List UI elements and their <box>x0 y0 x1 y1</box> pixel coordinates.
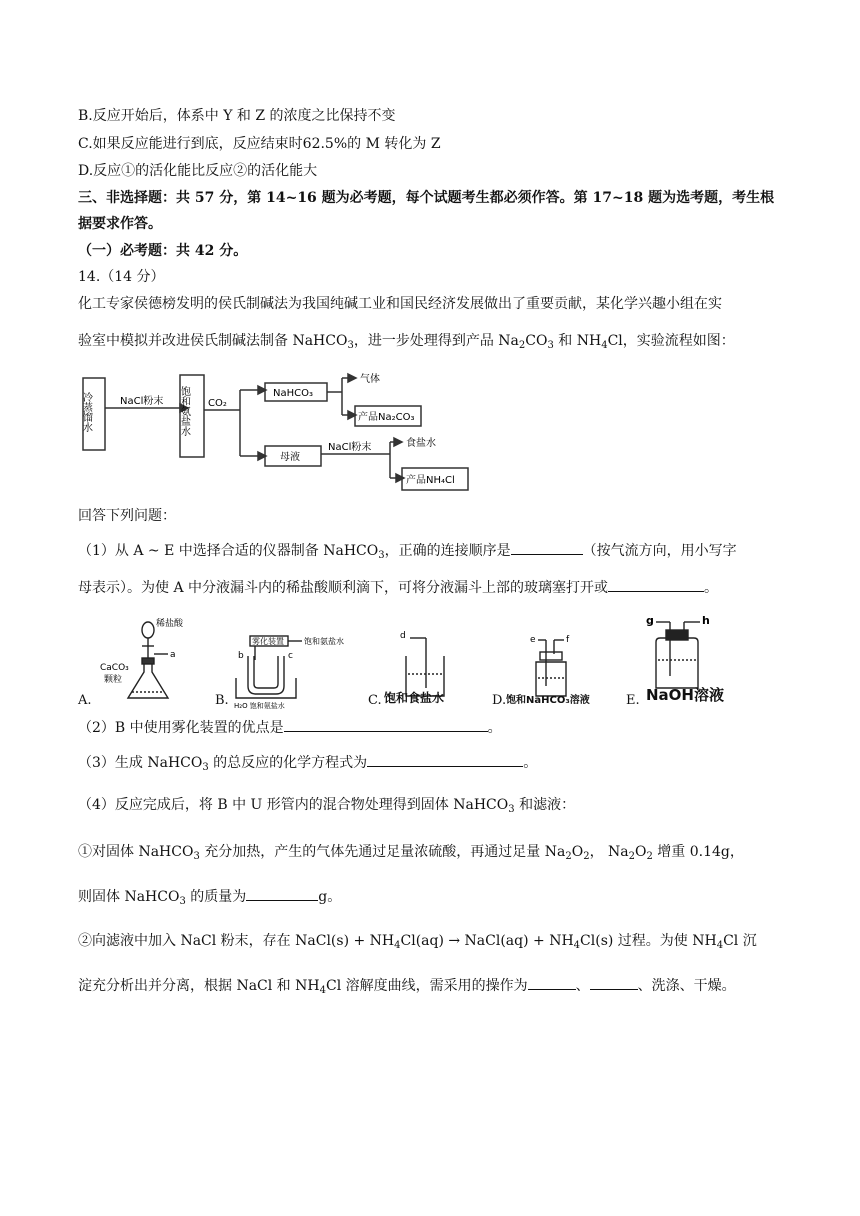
flow-text-box2: 饱和氨盐水 <box>178 386 190 436</box>
apparatus-e-label: E. <box>626 693 640 708</box>
part4-intro: （4）反应完成后，将 B 中 U 形管内的混合物处理得到固体 NaHCO$_3$ 和滤液： <box>78 797 576 815</box>
process-flow-diagram <box>80 370 480 500</box>
apparatus-d-caption: 饱和NaHCO₃溶液 <box>506 695 590 706</box>
part2: （2）B 中使用雾化装置的优点是 。 <box>78 717 502 737</box>
apparatus-d-port-e: e <box>530 635 536 645</box>
option-c-percent: 62.5% <box>302 136 348 152</box>
sub-heading: （一）必考题：共 42 分。 <box>78 243 248 259</box>
apparatus-d-label: D. <box>492 693 507 708</box>
option-b: B.反应开始后，体系中 Y 和 Z 的浓度之比保持不变 <box>78 108 396 124</box>
answer-blank-atomizer-advantage[interactable] <box>284 717 488 732</box>
flow-text-arrow4: NaCl粉末 <box>328 442 372 453</box>
flow-text-product1: 产品Na₂CO₃ <box>358 412 415 423</box>
apparatus-b-port-b: b <box>238 651 244 661</box>
apparatus-a-solid2: 颗粒 <box>104 675 123 685</box>
apparatus-a-port: a <box>170 650 176 660</box>
flow-text-box1: 冷蒸馏水 <box>80 392 92 432</box>
funnel-bulb <box>142 622 154 638</box>
part1-line1: （1）从 A ~ E 中选择合适的仪器制备 NaHCO$_3$，正确的连接顺序是 （按气流方向，用小写字 <box>78 540 737 560</box>
apparatus-a-label: A. <box>78 693 92 708</box>
apparatus-a-solid1: CaCO₃ <box>100 663 129 673</box>
answer-prompt: 回答下列问题： <box>78 508 176 524</box>
flow-text-arrow1: NaCl粉末 <box>120 396 164 407</box>
answer-blank-operation1[interactable] <box>528 975 576 990</box>
apparatus-b-bottom: H₂O 饱和氨盐水 <box>234 702 285 710</box>
flow-text-box3: NaHCO₃ <box>273 388 313 399</box>
answer-blank-nahco3-mass[interactable] <box>246 886 318 901</box>
apparatus-c-caption: 饱和食盐水 <box>384 691 445 705</box>
flow-text-box4: 母液 <box>280 452 300 463</box>
apparatus-e-caption: NaOH溶液 <box>646 686 724 704</box>
apparatus-b-label: B. <box>215 693 229 708</box>
part4-sub1-line2: 则固体 NaHCO$_3$ 的质量为 g。 <box>78 886 341 906</box>
apparatus-d-port-f: f <box>566 635 570 645</box>
question-number: 14.（14 分） <box>78 269 165 285</box>
part4-sub2-line1: ②向滤液中加入 NaCl 粉末，存在 NaCl(s) + $NH_4Cl(aq)$ → NaCl(aq) + $NH_4Cl(s)$ 过程。为使 $NH_4Cl$ 沉 <box>78 933 757 951</box>
flow-text-salt-water: 食盐水 <box>406 438 436 449</box>
flow-text-gas: 气体 <box>360 374 380 385</box>
section-heading-line2: 据要求作答。 <box>78 216 162 232</box>
part3: （3）生成 NaHCO$_3$ 的总反应的化学方程式为 。 <box>78 752 537 772</box>
answer-blank-connection-order[interactable] <box>511 540 583 555</box>
apparatus-c-label: C. <box>368 693 382 708</box>
answer-blank-funnel-method[interactable] <box>608 577 704 592</box>
answer-blank-equation[interactable] <box>367 752 523 767</box>
conical-flask <box>128 664 168 698</box>
answer-blank-operation2[interactable] <box>590 975 638 990</box>
flow-text-co2: CO₂ <box>208 398 227 409</box>
apparatus-c-port: d <box>400 631 406 641</box>
apparatus-e-port-g: g <box>646 614 654 627</box>
apparatus-b-port-c: c <box>288 651 293 661</box>
apparatus-a-acid: 稀盐酸 <box>156 619 184 629</box>
apparatus-e-port-h: h <box>702 614 710 627</box>
option-d: D.反应①的活化能比反应②的活化能大 <box>78 163 318 179</box>
question-intro-line1: 化工专家侯德榜发明的侯氏制碱法为我国纯碱工业和国民经济发展做出了重要贡献，某化学兴趣小组在实 <box>78 296 722 312</box>
apparatus-b-solution: 饱和氨盐水 <box>304 637 344 646</box>
part1-line2: 母表示）。为使 A 中分液漏斗内的稀盐酸顺利滴下，可将分液漏斗上部的玻璃塞打开或 。 <box>78 577 718 597</box>
part4-sub1-line1: ①对固体 NaHCO$_3$ 充分加热，产生的气体先通过足量浓硫酸，再通过足量 $Na_2O_2$， $Na_2O_2$ 增重 0.14g， <box>78 844 744 862</box>
flow-text-product2: 产品NH₄Cl <box>406 475 455 486</box>
question-intro-line2: 验室中模拟并改进侯氏制碱法制备 NaHCO$_3$，进一步处理得到产品 $Na_2CO_3$ 和 $NH_4Cl$，实验流程如图： <box>78 333 735 351</box>
part4-sub2-line2: 淀充分析出并分离，根据 NaCl 和 $NH_4Cl$ 溶解度曲线，需采用的操作为 、 、洗涤、干燥。 <box>78 975 736 995</box>
section-heading-line1: 三、非选择题：共 57 分，第 14~16 题为必考题，每个试题考生都必须作答。第 17~18 题为选考题，考生根 <box>78 190 775 206</box>
naoh-bottle <box>656 638 698 688</box>
option-c: C.如果反应能进行到底，反应结束时62.5%的 M 转化为 Z <box>78 136 441 152</box>
apparatus-b-device: 雾化装置 <box>252 637 284 646</box>
